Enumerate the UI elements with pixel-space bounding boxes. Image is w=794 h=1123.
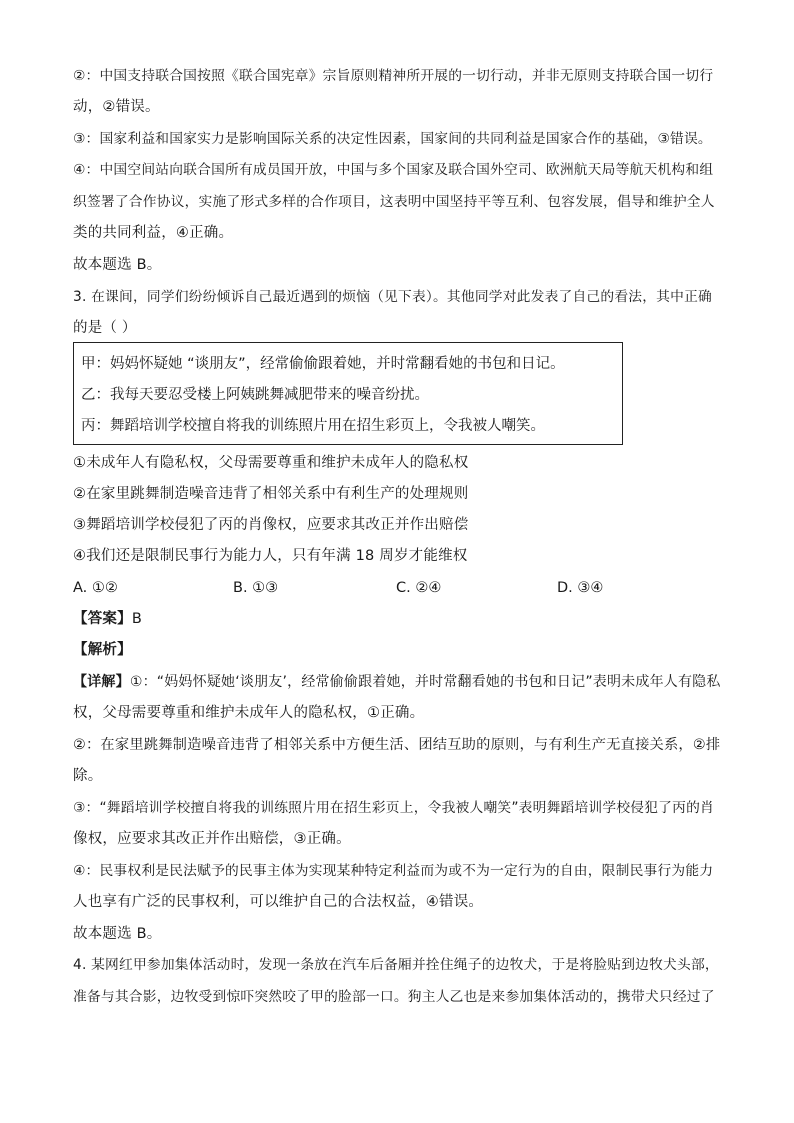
- answer-tag: 【答案】: [73, 611, 132, 627]
- table-row: 乙：我每天要忍受楼上阿姨跳舞减肥带来的噪音纷扰。: [81, 387, 429, 403]
- question-3-stem: 3. 在课间，同学们纷纷倾诉自己最近遇到的烦恼（见下表）。其他同学对此发表了自己的看法，其中正确: [73, 289, 712, 305]
- text-line: 动，②错误。: [73, 99, 160, 115]
- option-b: B. ①③: [233, 580, 279, 596]
- analysis-tag: 【解析】: [73, 642, 132, 658]
- text-line: 织签署了合作协议，实施了形式多样的合作项目，这表明中国坚持平等互利、包容发展，倡导和维护全人: [73, 194, 715, 210]
- option-c: C. ②④: [396, 580, 442, 596]
- detail-line: 权，父母需要尊重和维护未成年人的隐私权，①正确。: [73, 705, 425, 721]
- answer-value: B: [131, 611, 142, 627]
- detail-line: 像权，应要求其改正并作出赔偿，③正确。: [73, 831, 351, 847]
- text-line: ④：中国空间站向联合国所有成员国开放，中国与多个国家及联合国外空司、欧洲航天局等航天机构和组: [73, 162, 714, 178]
- detail-line: [73, 672, 721, 692]
- detail-line: 除。: [73, 768, 103, 784]
- detail-line: ②：在家里跳舞制造噪音违背了相邻关系中方便生活、团结互助的原则，与有利生产无直接关系，②排: [73, 737, 721, 753]
- table-row: 甲：妈妈怀疑她 “谈朋友”，经常偷偷跟着她，并时常翻看她的书包和日记。: [81, 356, 565, 372]
- detail-text: ①：“妈妈怀疑她‘谈朋友’，经常偷偷跟着她，并时常翻看她的书包和日记”表明未成年人有隐私: [129, 674, 721, 690]
- text-line: ②：中国支持联合国按照《联合国宪章》宗旨原则精神所开展的一切行动，并非无原则支持联合国一切行: [73, 68, 714, 84]
- statement-item: ①未成年人有隐私权，父母需要尊重和维护未成年人的隐私权: [73, 455, 469, 471]
- detail-line: ④：民事权利是民法赋予的民事主体为实现某种特定利益而为或不为一定行为的自由，限制民事行为能力: [73, 863, 714, 879]
- answer-line: [73, 609, 142, 629]
- conclusion-line: 故本题选 B。: [73, 257, 162, 273]
- text-line: 类的共同利益，④正确。: [73, 225, 234, 241]
- option-a: A. ①②: [73, 580, 118, 596]
- detail-line: ③：“舞蹈培训学校擅自将我的训练照片用在招生彩页上，令我被人嘲笑”表明舞蹈培训学校侵犯了丙的肖: [73, 800, 714, 816]
- detail-line: 人也享有广泛的民事权利，可以维护自己的合法权益，④错误。: [73, 894, 484, 910]
- conclusion-line: 故本题选 B。: [73, 926, 162, 942]
- question-3-stem-end: 的是（ ）: [73, 320, 137, 336]
- text-line: ③：国家利益和国家实力是影响国际关系的决定性因素，国家间的共同利益是国家合作的基础，③错误。: [73, 131, 712, 147]
- detail-tag: 【详解】: [73, 674, 130, 690]
- table-row: 丙：舞蹈培训学校擅自将我的训练照片用在招生彩页上，令我被人嘲笑。: [81, 418, 545, 434]
- option-d: D. ③④: [557, 580, 604, 596]
- analysis-line: [73, 640, 132, 660]
- question-4-stem: 准备与其合影，边牧受到惊吓突然咬了甲的脸部一口。狗主人乙也是来参加集体活动的，携带犬只经过了: [73, 989, 715, 1005]
- statement-item: ④我们还是限制民事行为能力人，只有年满 18 周岁才能维权: [73, 548, 468, 564]
- question-4-stem: 4. 某网红甲参加集体活动时，发现一条放在汽车后备厢并拴住绳子的边牧犬，于是将脸贴到边牧犬头部，: [73, 957, 719, 973]
- worries-table: [73, 342, 623, 445]
- statement-item: ②在家里跳舞制造噪音违背了相邻关系中有利生产的处理规则: [73, 486, 469, 502]
- statement-item: ③舞蹈培训学校侵犯了丙的肖像权，应要求其改正并作出赔偿: [73, 517, 469, 533]
